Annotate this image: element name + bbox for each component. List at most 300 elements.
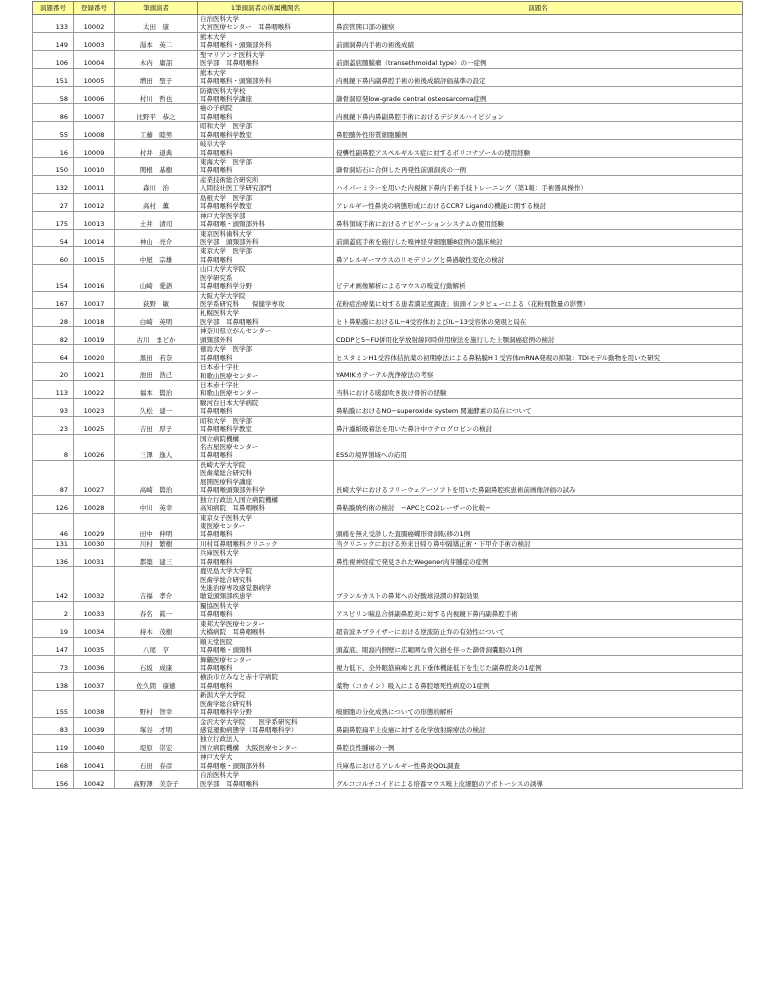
affiliation-line: 鹿児島大学大学院 bbox=[200, 567, 252, 576]
presenter-name: 川村 繁樹 bbox=[115, 539, 198, 548]
abstract-number: 147 bbox=[33, 637, 74, 655]
affiliation-cell bbox=[198, 68, 334, 86]
header-registration-number: 登録番号 bbox=[74, 2, 115, 15]
table-row bbox=[33, 68, 743, 86]
presenter-name: 田中 伸明 bbox=[115, 513, 198, 539]
presenter-name: 白崎 英明 bbox=[115, 309, 198, 327]
presenter-name: 吉田 厚子 bbox=[115, 416, 198, 434]
presenter-name: 古川 まどか bbox=[115, 327, 198, 345]
affiliation-cell bbox=[198, 122, 334, 140]
abstract-number: 151 bbox=[33, 68, 74, 86]
affiliation-cell bbox=[198, 637, 334, 655]
affiliation-cell bbox=[198, 513, 334, 539]
affiliation-cell bbox=[198, 309, 334, 327]
abstract-title: 前頭洞鼻内手術の術後成績 bbox=[334, 32, 743, 50]
abstract-title: ブランルカストの鼻茸への好酸球浸潤の抑制効果 bbox=[334, 567, 743, 602]
registration-number: 10015 bbox=[74, 247, 115, 265]
abstract-number: 93 bbox=[33, 398, 74, 416]
presenter-name: 高野澤 美奈子 bbox=[115, 771, 198, 789]
abstract-title: 篩骨洞結石に合併した再発性前頭洞炎の一例 bbox=[334, 158, 743, 176]
presenter-name: 吉福 孝介 bbox=[115, 567, 198, 602]
affiliation-line: 耳鼻咽喉科 bbox=[200, 610, 233, 619]
abstract-number: 132 bbox=[33, 175, 74, 193]
table-row bbox=[33, 345, 743, 363]
registration-number: 10020 bbox=[74, 345, 115, 363]
affiliation-line: 耳鼻咽喉科学分野 bbox=[200, 708, 252, 717]
table-row bbox=[33, 637, 743, 655]
registration-number: 10023 bbox=[74, 398, 115, 416]
header-row bbox=[33, 2, 743, 15]
affiliation-line: 医学部 耳鼻咽喉科 bbox=[200, 779, 259, 788]
registration-number: 10031 bbox=[74, 549, 115, 567]
affiliation-line: 和歌山医療センター bbox=[200, 371, 259, 380]
registration-number: 10032 bbox=[74, 567, 115, 602]
abstract-number: 83 bbox=[33, 717, 74, 735]
affiliation-line: 自治医科大学 bbox=[200, 15, 239, 23]
affiliation-line: 医歯学総合研究科 bbox=[200, 699, 252, 708]
affiliation-cell bbox=[198, 416, 334, 434]
affiliation-cell bbox=[198, 495, 334, 513]
affiliation-line: 耳鼻咽喉科 bbox=[200, 255, 233, 264]
affiliation-line: 耳鼻咽喉科 bbox=[200, 557, 233, 566]
affiliation-line: 展開医療科学講座 bbox=[200, 477, 252, 486]
abstract-number: 131 bbox=[33, 539, 74, 548]
presenter-name: 久松 建一 bbox=[115, 398, 198, 416]
header-presenter: 筆頭演者 bbox=[115, 2, 198, 15]
header-abstract-number: 演題番号 bbox=[33, 2, 74, 15]
affiliation-cell bbox=[198, 50, 334, 68]
abstract-title: ハイパーミラーを用いた内視鏡下鼻内手術手技トレーニング（第1報：手術器具操作） bbox=[334, 175, 743, 193]
registration-number: 10026 bbox=[74, 434, 115, 460]
presenter-name: 荻野 敏 bbox=[115, 291, 198, 309]
table-row bbox=[33, 86, 743, 104]
presenter-name: 神山 亮介 bbox=[115, 229, 198, 247]
registration-number: 10008 bbox=[74, 122, 115, 140]
presenter-name: 工藤 睦男 bbox=[115, 122, 198, 140]
affiliation-cell bbox=[198, 32, 334, 50]
abstract-title: 当クリニックにおける外来日帰り鼻中隔矯正術・下甲介手術の検討 bbox=[334, 539, 743, 548]
table-row bbox=[33, 735, 743, 753]
abstract-title: 視力低下、全外眼筋麻痺と汎下垂体機能低下を生じた副鼻腔炎の1症例 bbox=[334, 655, 743, 673]
registration-number: 10037 bbox=[74, 673, 115, 691]
affiliation-line: 横浜市立みなと赤十字病院 bbox=[200, 673, 278, 682]
table-row bbox=[33, 15, 743, 33]
presenter-name: 木内 庸詔 bbox=[115, 50, 198, 68]
abstract-title: 嗅細胞の分化成熟についての形態的解析 bbox=[334, 691, 743, 717]
affiliation-line: 耳鼻咽喉・頭頸科 bbox=[200, 646, 252, 655]
abstract-number: 167 bbox=[33, 291, 74, 309]
affiliation-cell bbox=[198, 771, 334, 789]
registration-number: 10025 bbox=[74, 416, 115, 434]
table-row bbox=[33, 363, 743, 381]
affiliation-line: 医学研究系 bbox=[200, 273, 233, 282]
presenter-name: 高村 薫 bbox=[115, 193, 198, 211]
affiliation-cell bbox=[198, 717, 334, 735]
abstract-title: アスピリン喘息合併副鼻腔炎に対する内視鏡下鼻内副鼻腔手術 bbox=[334, 601, 743, 619]
abstract-number: 27 bbox=[33, 193, 74, 211]
presenter-name: 都築 建三 bbox=[115, 549, 198, 567]
affiliation-line: 東海大学 医学部 bbox=[200, 158, 252, 166]
affiliation-line: 大橋病院 耳鼻咽喉科 bbox=[200, 628, 265, 637]
affiliation-line: 耳鼻咽喉科 bbox=[200, 663, 233, 672]
registration-number: 10013 bbox=[74, 211, 115, 229]
affiliation-cell bbox=[198, 175, 334, 193]
affiliation-cell bbox=[198, 247, 334, 265]
affiliation-cell bbox=[198, 691, 334, 717]
table-row bbox=[33, 567, 743, 602]
affiliation-line: 聴覚頭頸部疾患学 bbox=[200, 592, 252, 601]
affiliation-line: 耳鼻咽喉科学分野 bbox=[200, 282, 252, 291]
abstract-title: 長崎大学におけるフリーウェアーソフトを用いた鼻副鼻腔疾患術前画像評価の試み bbox=[334, 460, 743, 495]
affiliation-line: 熊本大学 bbox=[200, 68, 226, 77]
affiliation-line: 独立行政法人国立病院機構 bbox=[200, 495, 278, 504]
registration-number: 10038 bbox=[74, 691, 115, 717]
affiliation-line: 兵庫医科大学 bbox=[200, 549, 239, 558]
abstract-number: 8 bbox=[33, 434, 74, 460]
registration-number: 10016 bbox=[74, 265, 115, 291]
affiliation-line: 駿河台日本大学病院 bbox=[200, 398, 259, 407]
table-row bbox=[33, 717, 743, 735]
registration-number: 10042 bbox=[74, 771, 115, 789]
abstract-title: 前頭蓋底手術を施行した嗅神経芽細胞腫8症例の臨床検討 bbox=[334, 229, 743, 247]
abstract-title: 鼻アレルギーマウスのリモデリングと鼻過敏性変化の検討 bbox=[334, 247, 743, 265]
abstract-number: 73 bbox=[33, 655, 74, 673]
presenter-name: 村川 哲也 bbox=[115, 86, 198, 104]
affiliation-cell bbox=[198, 158, 334, 176]
abstract-number: 87 bbox=[33, 460, 74, 495]
abstract-number: 20 bbox=[33, 363, 74, 381]
table-body bbox=[33, 15, 743, 789]
affiliation-cell bbox=[198, 86, 334, 104]
registration-number: 10040 bbox=[74, 735, 115, 753]
affiliation-line: 自治医科大学 bbox=[200, 771, 239, 780]
affiliation-line: 先進治療専攻感覚器病学 bbox=[200, 584, 272, 593]
presenter-name: 中屋 宗雄 bbox=[115, 247, 198, 265]
affiliation-cell bbox=[198, 193, 334, 211]
header-affiliation: 1筆頭演者の所属機関名 bbox=[198, 2, 334, 15]
abstract-title: 鼻粘膜におけるNO−superoxide system 関連酵素の局在について bbox=[334, 398, 743, 416]
affiliation-cell bbox=[198, 619, 334, 637]
registration-number: 10010 bbox=[74, 158, 115, 176]
abstract-title: 内視鏡下鼻内鼻副鼻腔手術におけるデジタルハイビジョン bbox=[334, 104, 743, 122]
registration-number: 10018 bbox=[74, 309, 115, 327]
presenter-name: 池田 浩己 bbox=[115, 363, 198, 381]
registration-number: 10006 bbox=[74, 86, 115, 104]
affiliation-line: 獨協医科大学 bbox=[200, 601, 239, 610]
table-row bbox=[33, 655, 743, 673]
affiliation-line: 医歯学総合研究科 bbox=[200, 575, 252, 584]
affiliation-cell bbox=[198, 673, 334, 691]
affiliation-line: 聖マリアンナ医科大学 bbox=[200, 50, 265, 59]
affiliation-line: 耳鼻咽喉科 bbox=[200, 530, 233, 539]
abstract-number: 46 bbox=[33, 513, 74, 539]
presenter-name: 比野平 恭之 bbox=[115, 104, 198, 122]
abstract-title: ESSの境界領域への応用 bbox=[334, 434, 743, 460]
abstract-number: 138 bbox=[33, 673, 74, 691]
affiliation-cell bbox=[198, 229, 334, 247]
table-row bbox=[33, 211, 743, 229]
table-row bbox=[33, 513, 743, 539]
affiliation-cell bbox=[198, 567, 334, 602]
affiliation-line: 防衛医科大学校 bbox=[200, 86, 246, 95]
abstract-title: 篩骨洞原発low-grade central osteosarcoma症例 bbox=[334, 86, 743, 104]
abstract-title: CDDPと5−FU併用化学放射線同時併用療法を施行した上顎洞癌症例の検討 bbox=[334, 327, 743, 345]
affiliation-cell bbox=[198, 380, 334, 398]
affiliation-line: 医学部 頭頸部外科 bbox=[200, 237, 259, 246]
abstract-number: 175 bbox=[33, 211, 74, 229]
registration-number: 10011 bbox=[74, 175, 115, 193]
affiliation-cell bbox=[198, 327, 334, 345]
abstract-number: 142 bbox=[33, 567, 74, 602]
registration-number: 10003 bbox=[74, 32, 115, 50]
affiliation-cell bbox=[198, 460, 334, 495]
table-row bbox=[33, 771, 743, 789]
abstract-number: 23 bbox=[33, 416, 74, 434]
abstract-number: 55 bbox=[33, 122, 74, 140]
registration-number: 10036 bbox=[74, 655, 115, 673]
affiliation-line: 山口大学大学院 bbox=[200, 265, 246, 274]
table-row bbox=[33, 104, 743, 122]
affiliation-line: 国立病院機構 bbox=[200, 434, 239, 443]
abstract-number: 19 bbox=[33, 619, 74, 637]
registration-number: 10009 bbox=[74, 140, 115, 158]
affiliation-line: 神戸大学医学部 bbox=[200, 211, 246, 220]
affiliation-line: 耳鼻咽喉科 bbox=[200, 353, 233, 362]
affiliation-line: 耳鼻咽喉科学教室 bbox=[200, 425, 252, 434]
abstract-title: グルココルチコイドによる培養マウス嗅上皮細胞のアポトーシスの誘導 bbox=[334, 771, 743, 789]
affiliation-line: 耳鼻咽喉科 bbox=[200, 112, 233, 121]
affiliation-line: 大宮医療センター 耳鼻咽喉科 bbox=[200, 23, 291, 32]
abstract-title: 鼻涙管開口部の観察 bbox=[334, 15, 743, 33]
abstract-title: ヒスタミンH1受容体拮抗薬の初期療法による鼻粘膜H１受容体mRNA発現の抑制：TDIモデル動物を用いた研究 bbox=[334, 345, 743, 363]
table-row bbox=[33, 753, 743, 771]
affiliation-line: 昭和大学 医学部 bbox=[200, 416, 252, 425]
abstract-number: 2 bbox=[33, 601, 74, 619]
table-row bbox=[33, 175, 743, 193]
affiliation-line: 東京女子医科大学 bbox=[200, 513, 252, 522]
affiliation-line: 神奈川県立がんセンター bbox=[200, 327, 272, 336]
registration-number: 10005 bbox=[74, 68, 115, 86]
abstract-title: 鼻腔髄外性形質細胞腫例 bbox=[334, 122, 743, 140]
affiliation-line: 神戸大学大 bbox=[200, 753, 233, 762]
presenter-name: 太田 康 bbox=[115, 15, 198, 33]
abstract-number: 126 bbox=[33, 495, 74, 513]
affiliation-cell bbox=[198, 211, 334, 229]
affiliation-line: 耳鼻咽喉科学講座 bbox=[200, 94, 252, 103]
abstract-number: 60 bbox=[33, 247, 74, 265]
affiliation-line: 順天堂医院 bbox=[200, 637, 233, 646]
affiliation-cell bbox=[198, 104, 334, 122]
affiliation-line: 大阪大学大学院 bbox=[200, 291, 246, 300]
abstract-title: 当科における暖窩吹き抜け骨折の経験 bbox=[334, 380, 743, 398]
affiliation-line: 耳鼻咽喉科 bbox=[200, 166, 233, 175]
affiliation-line: 耳鼻咽喉科 bbox=[200, 681, 233, 690]
presenter-name: 関根 基樹 bbox=[115, 158, 198, 176]
affiliation-line: 徳島大学 医学部 bbox=[200, 345, 252, 354]
abstract-title: 鼻性視神経症で発見されたWegener肉芽腫症の症例 bbox=[334, 549, 743, 567]
abstract-number: 156 bbox=[33, 771, 74, 789]
table-row bbox=[33, 539, 743, 548]
abstract-title: アレルギー性鼻炎の病態形成におけるCCR7 Ligandの機能に関する検討 bbox=[334, 193, 743, 211]
abstract-title: 頭痛を無え受診した直腸癌蝶形骨洞転移の1例 bbox=[334, 513, 743, 539]
abstract-number: 86 bbox=[33, 104, 74, 122]
abstract-title: 前頭蓋底髄膜瘤（transethmoidal type）の一症例 bbox=[334, 50, 743, 68]
abstract-number: 113 bbox=[33, 380, 74, 398]
affiliation-line: 金沢大学大学院 医学系研究科 bbox=[200, 717, 298, 726]
presenter-name: 春名 眞一 bbox=[115, 601, 198, 619]
abstract-number: 136 bbox=[33, 549, 74, 567]
presenter-name: 山崎 愛語 bbox=[115, 265, 198, 291]
presenter-name: 湯本 英二 bbox=[115, 32, 198, 50]
affiliation-cell bbox=[198, 345, 334, 363]
table-row bbox=[33, 291, 743, 309]
affiliation-line: 岐阜大学 bbox=[200, 140, 226, 149]
abstract-title: YAMIKカテーテル洗浄療法の考察 bbox=[334, 363, 743, 381]
affiliation-line: 東京大学 医学部 bbox=[200, 247, 252, 256]
abstract-title: 薬物（コカイン）吸入による鼻腔壊死性病変の1症例 bbox=[334, 673, 743, 691]
abstract-number: 106 bbox=[33, 50, 74, 68]
registration-number: 10030 bbox=[74, 539, 115, 548]
table-row bbox=[33, 122, 743, 140]
presenter-name: 増田 聖子 bbox=[115, 68, 198, 86]
table-row bbox=[33, 398, 743, 416]
table-row bbox=[33, 265, 743, 291]
registration-number: 10029 bbox=[74, 513, 115, 539]
affiliation-cell bbox=[198, 539, 334, 548]
registration-number: 10021 bbox=[74, 363, 115, 381]
presenter-name: 土井 清司 bbox=[115, 211, 198, 229]
affiliation-line: 医学系研究科 保健学専攻 bbox=[200, 300, 285, 308]
affiliation-line: 医歯薬総合研究科 bbox=[200, 469, 252, 478]
affiliation-cell bbox=[198, 753, 334, 771]
registration-number: 10033 bbox=[74, 601, 115, 619]
abstract-number: 168 bbox=[33, 753, 74, 771]
table-row bbox=[33, 495, 743, 513]
abstract-title: 侵襲性副鼻腔アスペルギルス症に対するボリコナゾールの使用経験 bbox=[334, 140, 743, 158]
affiliation-line: 耳鼻咽喉科 bbox=[200, 451, 233, 460]
affiliation-line: 国立病院機構 大阪医療センター bbox=[200, 743, 298, 752]
affiliation-cell bbox=[198, 265, 334, 291]
presenter-name: 森川 治 bbox=[115, 175, 198, 193]
affiliation-line: 耳鼻咽喉科・頭頸部外科 bbox=[200, 41, 272, 50]
registration-number: 10012 bbox=[74, 193, 115, 211]
abstract-title: 鼻粘膜焼灼術の検討 −APCとCO2レーザーの比較− bbox=[334, 495, 743, 513]
affiliation-line: 癌の子病院 bbox=[200, 104, 233, 113]
affiliation-line: 人間技社医工学研究部門 bbox=[200, 184, 272, 193]
registration-number: 10039 bbox=[74, 717, 115, 735]
affiliation-cell bbox=[198, 363, 334, 381]
abstract-number: 119 bbox=[33, 735, 74, 753]
abstract-title: 兵庫県におけるアレルギー性鼻炎QOL調査 bbox=[334, 753, 743, 771]
presenter-name: 塚谷 才明 bbox=[115, 717, 198, 735]
abstract-number: 28 bbox=[33, 309, 74, 327]
abstract-number: 133 bbox=[33, 15, 74, 33]
abstract-number: 16 bbox=[33, 140, 74, 158]
abstract-title: 超音波ネブライザーにおける逆流防止弁の有効性について bbox=[334, 619, 743, 637]
presenter-name: 村井 道典 bbox=[115, 140, 198, 158]
affiliation-line: 熊本大学 bbox=[200, 32, 226, 41]
abstract-title: 頭蓋底、眼窩内側壁に広範囲な骨欠損を伴った篩骨洞嚢胞の1例 bbox=[334, 637, 743, 655]
affiliation-line: 島根大学 医学部 bbox=[200, 193, 252, 202]
abstract-title: 鼻腔良性腫瘍の一例 bbox=[334, 735, 743, 753]
affiliation-cell bbox=[198, 601, 334, 619]
registration-number: 10002 bbox=[74, 15, 115, 33]
table-row bbox=[33, 309, 743, 327]
affiliation-line: 耳鼻咽喉科 bbox=[200, 407, 233, 416]
affiliation-line: 耳鼻咽喉・頭頸部外科 bbox=[200, 220, 265, 229]
affiliation-line: 新潟大学大学院 bbox=[200, 691, 246, 700]
registration-number: 10019 bbox=[74, 327, 115, 345]
abstract-title: 花粉症治療薬に対する患者満足度調査；街頭インタビューによる（花粉飛散量の影響） bbox=[334, 291, 743, 309]
registration-number: 10034 bbox=[74, 619, 115, 637]
table-row bbox=[33, 434, 743, 460]
affiliation-line: 日本赤十字社 bbox=[200, 363, 239, 372]
affiliation-line: 耳鼻咽喉頭頸部外科学 bbox=[200, 486, 265, 495]
abstract-number: 82 bbox=[33, 327, 74, 345]
affiliation-cell bbox=[198, 655, 334, 673]
table-row bbox=[33, 416, 743, 434]
table-row bbox=[33, 673, 743, 691]
abstract-number: 154 bbox=[33, 265, 74, 291]
presenter-name: 高崎 賢治 bbox=[115, 460, 198, 495]
abstract-title: ビデオ画像解析によるマウスの嗅覚行動解析 bbox=[334, 265, 743, 291]
table-row bbox=[33, 327, 743, 345]
presenter-name: 石坂 成康 bbox=[115, 655, 198, 673]
affiliation-line: 東邦大学医療センター bbox=[200, 619, 265, 628]
abstract-number: 155 bbox=[33, 691, 74, 717]
affiliation-line: 長崎大学大学院 bbox=[200, 460, 246, 469]
presenter-name: 黒田 若奈 bbox=[115, 345, 198, 363]
affiliation-line: 耳鼻咽喉科・頭頸部外科 bbox=[200, 77, 272, 86]
affiliation-line: 日本赤十字社 bbox=[200, 380, 239, 389]
table-row bbox=[33, 193, 743, 211]
affiliation-line: 札幌医科大学 bbox=[200, 309, 239, 318]
affiliation-line: 産業技術総合研究所 bbox=[200, 175, 259, 184]
table-row bbox=[33, 50, 743, 68]
abstract-title: 鼻科領域手術におけるナビゲーションシステムの使用経験 bbox=[334, 211, 743, 229]
affiliation-line: 舞鶴医療センター bbox=[200, 655, 252, 664]
abstract-number: 64 bbox=[33, 345, 74, 363]
presenter-name: 三澤 逸人 bbox=[115, 434, 198, 460]
affiliation-line: 川村耳鼻咽喉科クリニック bbox=[200, 539, 278, 548]
table-row bbox=[33, 140, 743, 158]
abstract-title: ヒト鼻粘膜におけるIL−4受容体およびIL−13受容体の発現と局在 bbox=[334, 309, 743, 327]
affiliation-cell bbox=[198, 15, 334, 33]
presenter-name: 佐久間 康徳 bbox=[115, 673, 198, 691]
presenter-name: 福本 賢治 bbox=[115, 380, 198, 398]
abstract-number: 54 bbox=[33, 229, 74, 247]
affiliation-line: 耳鼻咽喉科 bbox=[200, 148, 233, 157]
registration-number: 10028 bbox=[74, 495, 115, 513]
table-row bbox=[33, 229, 743, 247]
affiliation-cell bbox=[198, 140, 334, 158]
affiliation-cell bbox=[198, 549, 334, 567]
affiliation-line: 独立行政法人 bbox=[200, 735, 239, 744]
table-row bbox=[33, 32, 743, 50]
registration-number: 10017 bbox=[74, 291, 115, 309]
abstract-number: 149 bbox=[33, 32, 74, 50]
presenter-name: 八尾 亨 bbox=[115, 637, 198, 655]
abstract-number: 58 bbox=[33, 86, 74, 104]
affiliation-line: 耳鼻咽喉・頭頸部外科 bbox=[200, 761, 265, 770]
table-row bbox=[33, 601, 743, 619]
presenter-name: 堤原 崇宏 bbox=[115, 735, 198, 753]
affiliation-cell bbox=[198, 735, 334, 753]
abstract-table bbox=[32, 1, 743, 789]
registration-number: 10004 bbox=[74, 50, 115, 68]
affiliation-line: 高知病院 耳鼻咽喉科 bbox=[200, 504, 265, 513]
table-row bbox=[33, 549, 743, 567]
